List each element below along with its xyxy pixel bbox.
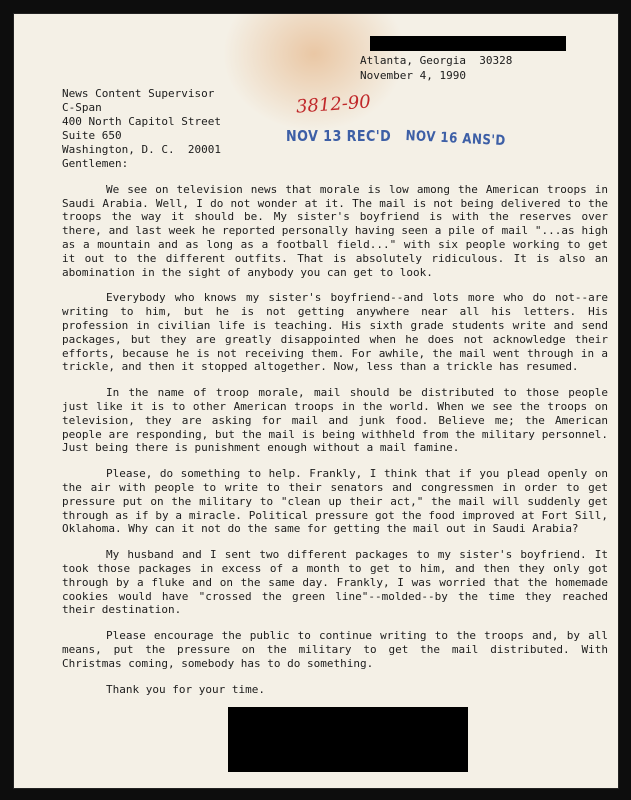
body-paragraph: Please, do something to help. Frankly, I think that if you plead openly on the air with people to write to their senators and congressmen in order to get pressure put on the military to "clean up their act," the mail will suddenly get through as if by a miracle. Political pressure got the food improved at Fort Sill, Oklahoma. Why can it not do the same for getting the mail out in Saudi Arabia?: [62, 467, 608, 536]
recipient-line: News Content Supervisor: [62, 87, 215, 100]
recipient-line: C-Span: [62, 101, 102, 114]
thanks-line: Thank you for your time.: [106, 682, 265, 696]
handwritten-reference-number: 3812-90: [295, 91, 372, 118]
redacted-sender-name: [370, 36, 566, 51]
letter-date: November 4, 1990: [360, 69, 466, 82]
body-paragraph: Everybody who knows my sister's boyfriend--and lots more who do not--are writing to him, but he is not getting anywhere near all his letters. His profession in civilian life is teaching. His sixth grade students write and send packages, but they are greatly disappointed when he does not acknowledge their efforts, because he is not receiving them. For awhile, the mail went through in a trickle, and then it stopped altogether. Now, less than a trickle has resumed.: [62, 291, 608, 374]
body-paragraph: Please encourage the public to continue writing to the troops and, by all means, put the pressure on the military to get the mail distributed. With Christmas coming, somebody has to do something.: [62, 629, 608, 670]
body-paragraph: We see on television news that morale is low among the American troops in Saudi Arabia. Well, I do not wonder at it. The mail is not being delivered to the troops the way it should be. My sister's boyfriend is with the reserves over there, and last week he reported personally having seen a pile of mail "...as high as a mountain and as long as a football field..." with six people working to get it out to the different outfits. That is absolutely ridiculous. It is also an abomination in the sight of anybody you can get to look.: [62, 182, 608, 279]
recipient-line: Washington, D. C. 20001: [62, 143, 221, 156]
sender-address: [360, 53, 512, 83]
body-paragraph: My husband and I sent two different packages to my sister's boyfriend. It took those packages in excess of a month to get to him, and then they only got through by a fluke and on the same day. Frankly, I was worried that the homemade cookies would have "crossed the green line"--molded--by the time they reached their destination.: [62, 548, 608, 617]
redacted-signature: [228, 707, 468, 772]
body-paragraph: In the name of troop morale, mail should be distributed to those people just like it is to other American troops in the world. When we see the troops on television, they are asking for mail and junk food. Believe me; the American people are responding, but the mail is being withheld from the military personnel. Just being there is punishment enough without a mail famine.: [62, 386, 608, 455]
answered-date-stamp: NOV 16 ANS'D: [405, 128, 507, 150]
recipient-line: 400 North Capitol Street: [62, 115, 221, 128]
recipient-address: [62, 87, 221, 157]
salutation: Gentlemen:: [62, 157, 129, 170]
letter-body: [62, 157, 608, 720]
received-date-stamp: NOV 13 REC'D: [286, 127, 392, 145]
recipient-line: Suite 650: [62, 129, 122, 142]
letter-page: [14, 14, 618, 788]
sender-city: Atlanta, Georgia 30328: [360, 54, 513, 67]
